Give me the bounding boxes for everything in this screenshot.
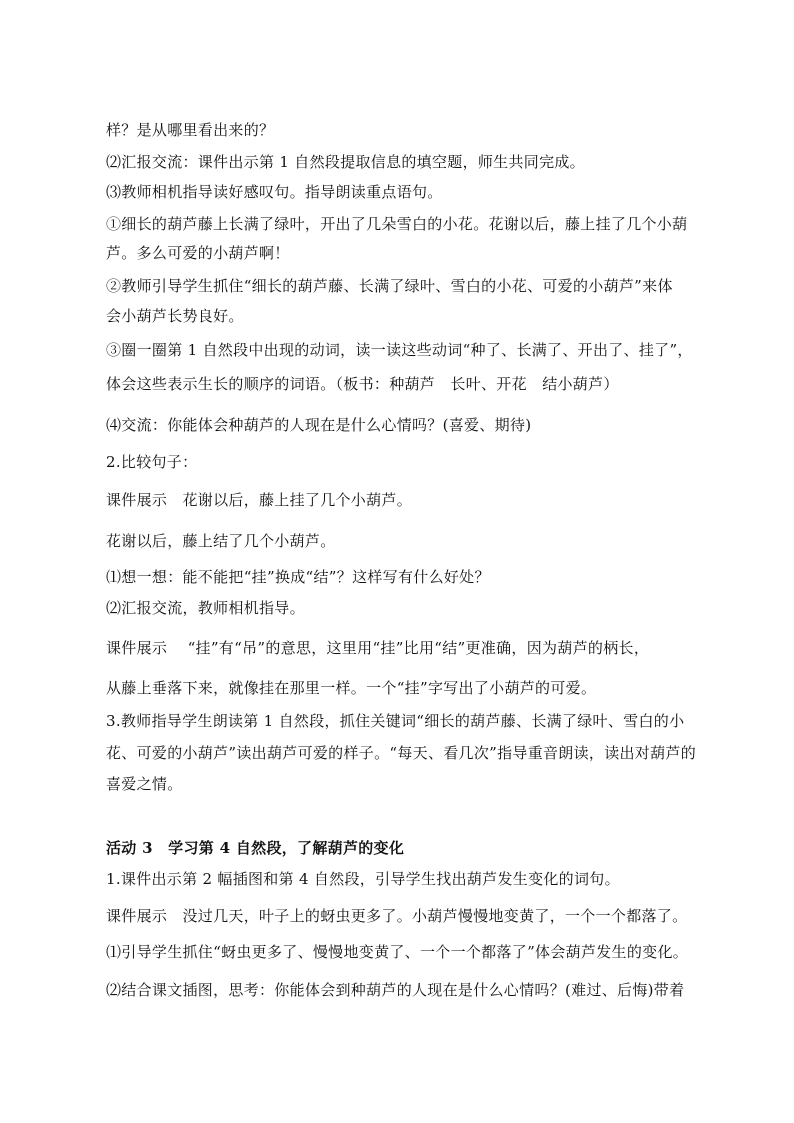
text-line: 从藤上垂落下来，就像挂在那里一样。一个“挂”字写出了小葫芦的可爱。 (106, 679, 597, 697)
text-line: ⑵汇报交流，教师相机指导。 (106, 599, 305, 617)
text-line: ⑷交流：你能体会种葫芦的人现在是什么心情吗？(喜爱、期待) (106, 416, 532, 434)
text-line: 花、可爱的小葫芦”读出葫芦可爱的样子。“每天、看几次”指导重音朗读，读出对葫芦的 (106, 744, 697, 762)
text-line: 芦。多么可爱的小葫芦啊！ (106, 244, 290, 262)
text-line: 喜爱之情。 (106, 775, 183, 793)
text-line: ③圈一圈第 1 自然段中出现的动词，读一读这些动词“种了、长满了、开出了、挂了”， (106, 341, 693, 359)
text-line: ⑵汇报交流：课件出示第 1 自然段提取信息的填空题，师生共同完成。 (106, 153, 585, 171)
text-line: ⑵结合课文插图，思考：你能体会到种葫芦的人现在是什么心情吗？(难过、后悔)带着 (106, 981, 685, 999)
text-line: 样？是从哪里看出来的？ (106, 121, 275, 139)
text-line: 花谢以后，藤上结了几个小葫芦。 (106, 532, 336, 550)
text-line: ②教师引导学生抓住“细长的葫芦藤、长满了绿叶、雪白的小花、可爱的小葫芦”来体 (106, 277, 673, 295)
text-line: ⑴想一想：能不能把“挂”换成“结”？这样写有什么好处？ (106, 568, 490, 586)
section-heading: 活动 3 学习第 4 自然段，了解葫芦的变化 (106, 839, 405, 857)
text-line: ⑴引导学生抓住“蚜虫更多了、慢慢地变黄了、一个一个都落了”体会葫芦发生的变化。 (106, 943, 689, 961)
text-line: 课件展示 “挂”有“吊”的意思，这里用“挂”比用“结”更准确，因为葫芦的柄长， (106, 639, 650, 657)
text-line: 1.课件出示第 2 幅插图和第 4 自然段，引导学生找出葫芦发生变化的词句。 (106, 870, 620, 888)
text-line: 2.比较句子： (106, 453, 198, 471)
text-line: ⑶教师相机指导读好感叹句。指导朗读重点语句。 (106, 183, 443, 201)
text-line: 体会这些表示生长的顺序的词语。（板书：种葫芦 长叶、开花 结小葫芦） (106, 375, 619, 393)
text-line: 课件展示 没过几天，叶子上的蚜虫更多了。小葫芦慢慢地变黄了，一个一个都落了。 (106, 907, 688, 925)
text-line: 3.教师指导学生朗读第 1 自然段，抓住关键词“细长的葫芦藤、长满了绿叶、雪白的小 (106, 712, 685, 730)
text-line: 课件展示 花谢以后，藤上挂了几个小葫芦。 (106, 491, 413, 509)
text-line: ①细长的葫芦藤上长满了绿叶，开出了几朵雪白的小花。花谢以后，藤上挂了几个小葫 (106, 215, 688, 233)
text-line: 会小葫芦长势良好。 (106, 307, 244, 325)
